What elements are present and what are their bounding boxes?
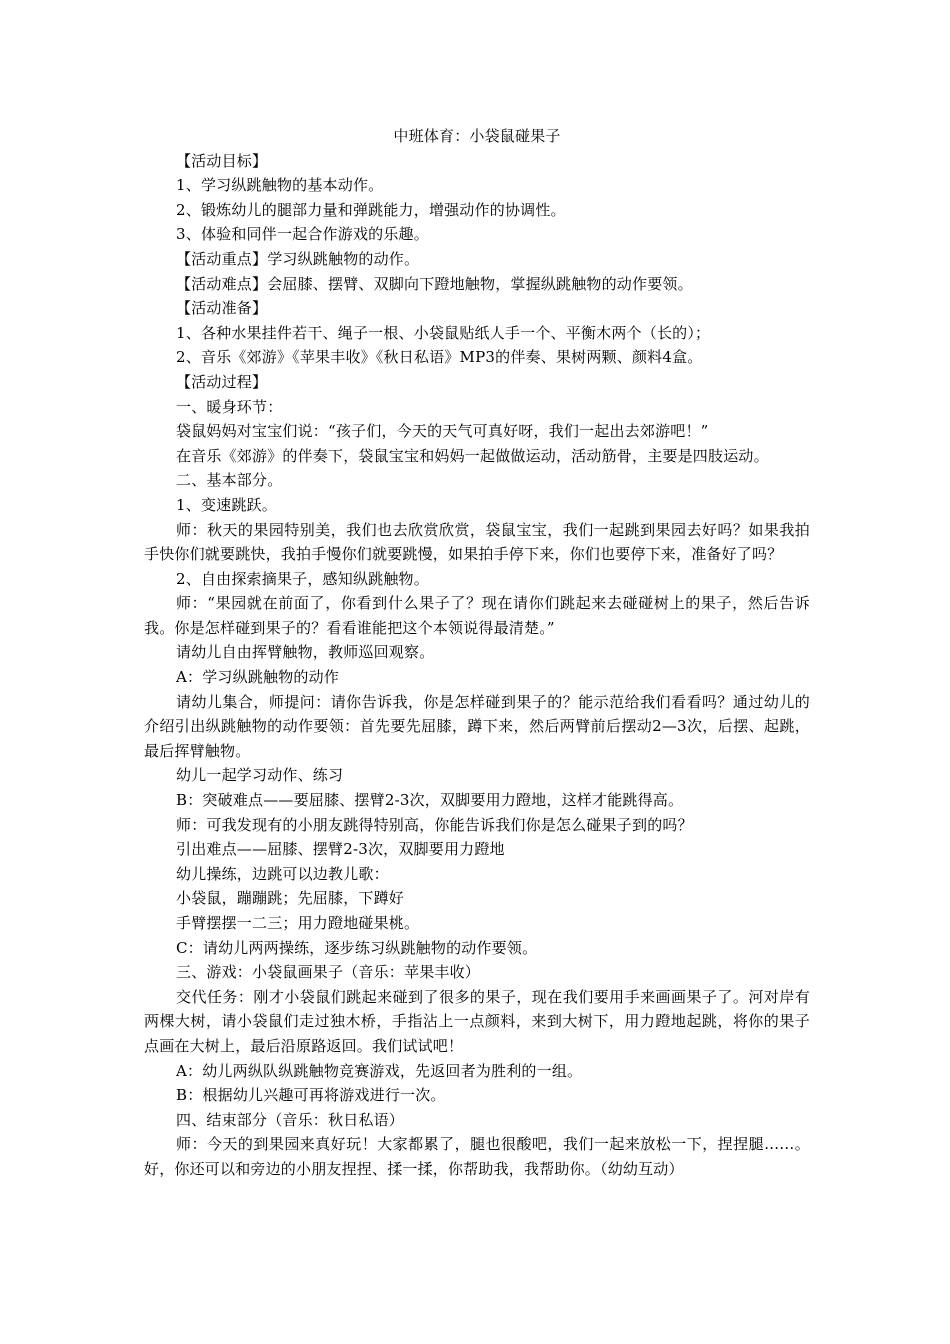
- paragraph: 【活动难点】会屈膝、摆臂、双脚向下蹬地触物，掌握纵跳触物的动作要领。: [176, 274, 693, 293]
- paragraph: 幼儿操练，边跳可以边教儿歌：: [176, 864, 389, 883]
- paragraph: 【活动过程】: [176, 372, 268, 391]
- paragraph: 【活动重点】学习纵跳触物的动作。: [176, 249, 420, 268]
- paragraph: 师：“果园就在前面了，你看到什么果子了？现在请你们跳起来去碰碰树上的果子，然后告诉我。你是怎样碰到果子的？看看谁能把这个本领说得最清楚。”: [144, 594, 810, 637]
- paragraph: 三、游戏：小袋鼠画果子（音乐：苹果丰收）: [176, 963, 481, 982]
- paragraph: 3、体验和同伴一起合作游戏的乐趣。: [176, 225, 429, 244]
- paragraph: B：根据幼儿兴趣可再将游戏进行一次。: [176, 1086, 446, 1105]
- paragraph: A：幼儿两纵队纵跳触物竞赛游戏，先返回者为胜利的一组。: [176, 1061, 583, 1080]
- paragraph: 在音乐《郊游》的伴奏下，袋鼠宝宝和妈妈一起做做运动，活动筋骨，主要是四肢运动。: [176, 446, 769, 465]
- paragraph: 交代任务：刚才小袋鼠们跳起来碰到了很多的果子，现在我们要用手来画画果子了。河对岸有两棵大树，请小袋鼠们走过独木桥，手指沾上一点颜料，来到大树下，用力蹬地起跳，将你的果子点画在大树上，最后沿原路返回。我们试试吧！: [144, 987, 810, 1055]
- paragraph: 请幼儿集合，师提问：请你告诉我，你是怎样碰到果子的？能示范给我们看看吗？通过幼儿的介绍引出纵跳触物的动作要领：首先要先屈膝，蹲下来，然后两臂前后摆动2—3次，后摆、起跳，最后挥臂触物。: [144, 692, 810, 760]
- paragraph: 师：今天的到果园来真好玩！大家都累了，腿也很酸吧，我们一起来放松一下，捏捏腿……。好，你还可以和旁边的小朋友捏捏、揉一揉，你帮助我，我帮助你。（幼幼互动）: [144, 1135, 810, 1178]
- paragraph: 1、学习纵跳触物的基本动作。: [176, 176, 384, 195]
- paragraph: 袋鼠妈妈对宝宝们说：“孩子们，今天的天气可真好呀，我们一起出去郊游吧！”: [176, 422, 709, 441]
- paragraph: 1、各种水果挂件若干、绳子一根、小袋鼠贴纸人手一个、平衡木两个（长的）；: [176, 323, 711, 342]
- paragraph: A：学习纵跳触物的动作: [176, 668, 340, 687]
- paragraph: 请幼儿自由挥臂触物，教师巡回观察。: [176, 643, 435, 662]
- paragraph: 【活动目标】: [176, 151, 268, 170]
- paragraph: 手臂摆摆一二三；用力蹬地碰果桃。: [176, 914, 420, 932]
- paragraph: 1、变速跳跃。: [176, 495, 277, 514]
- paragraph: 师：秋天的果园特别美，我们也去欣赏欣赏，袋鼠宝宝，我们一起跳到果园去好吗？如果我拍手快你们就要跳快，我拍手慢你们就要跳慢，如果拍手停下来，你们也要停下来，准备好了吗？: [144, 520, 810, 564]
- paragraph: 2、锻炼幼儿的腿部力量和弹跳能力，增强动作的协调性。: [176, 200, 566, 219]
- paragraph: 引出难点——屈膝、摆臂2-3次，双脚要用力蹬地: [176, 840, 505, 859]
- paragraph-list: [144, 149, 810, 1182]
- paragraph: B：突破难点——要屈膝、摆臂2-3次，双脚要用力蹬地，这样才能跳得高。: [176, 791, 684, 810]
- paragraph: 【活动准备】: [176, 299, 268, 318]
- paragraph: 小袋鼠，蹦蹦跳；先屈膝，下蹲好: [176, 889, 405, 908]
- paragraph: 2、音乐《郊游》《苹果丰收》《秋日私语》MP3的伴奏、果树两颗、颜料4盒。: [176, 348, 703, 367]
- paragraph: 师：可我发现有的小朋友跳得特别高，你能告诉我们你是怎么碰果子到的吗？: [176, 815, 693, 834]
- paragraph: C：请幼儿两两操练，逐步练习纵跳触物的动作要领。: [176, 938, 538, 957]
- paragraph: 二、基本部分。: [176, 471, 283, 490]
- paragraph: 2、自由探索摘果子，感知纵跳触物。: [176, 569, 429, 588]
- paragraph: 幼儿一起学习动作、练习: [176, 766, 344, 785]
- paragraph: 四、结束部分（音乐：秋日私语）: [176, 1110, 405, 1129]
- paragraph: 一、暖身环节：: [176, 397, 283, 416]
- document-title: 中班体育：小袋鼠碰果子: [393, 127, 561, 145]
- document-body: [144, 124, 810, 1182]
